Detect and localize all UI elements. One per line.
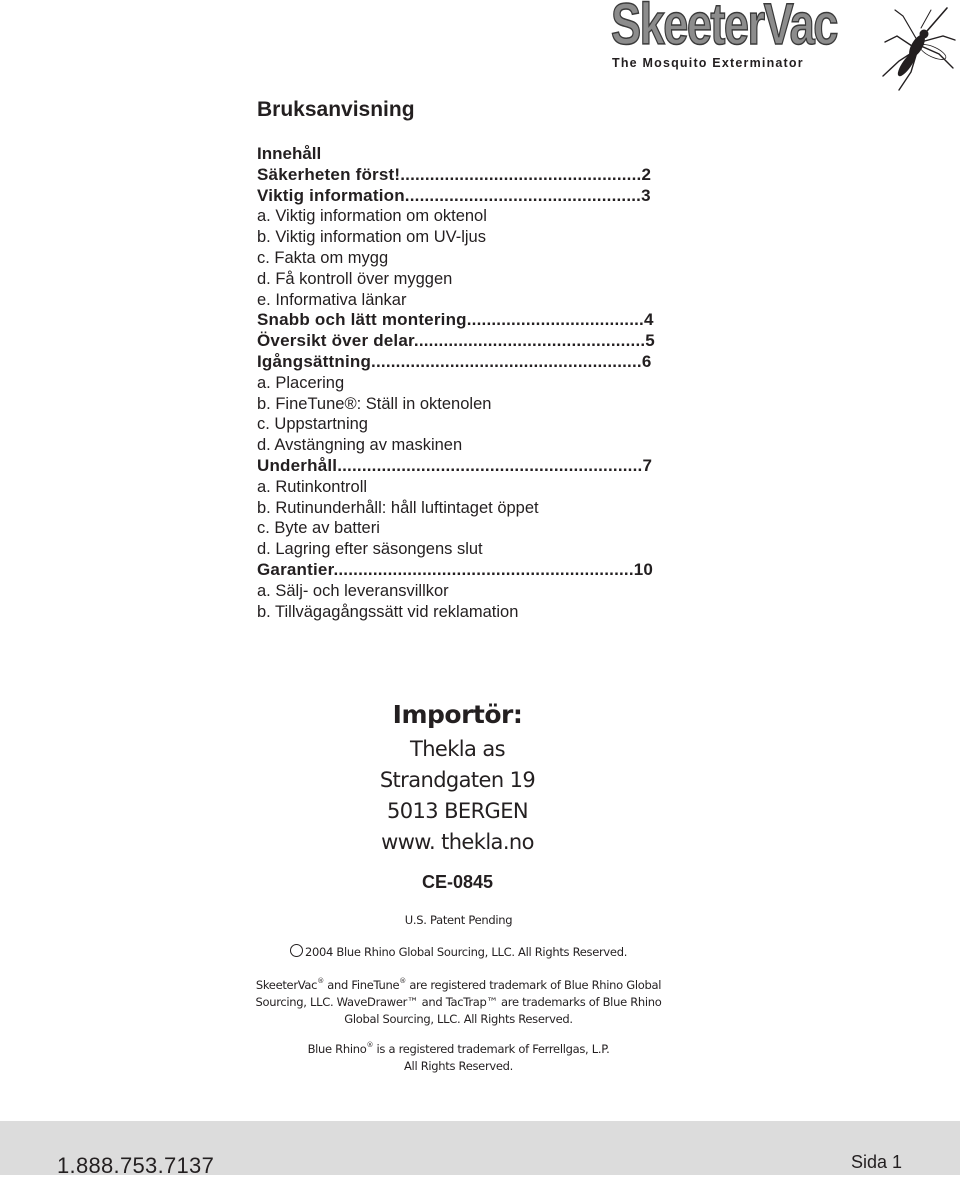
- toc-entry-text: Snabb och lätt montering: [257, 310, 467, 330]
- copyright-text: 2004 Blue Rhino Global Sourcing, LLC. All Rights Reserved.: [304, 945, 628, 959]
- toc-section: [257, 560, 677, 581]
- toc-leader-dots: ...............................................: [413, 331, 646, 351]
- toc-entry-text: b. FineTune®: Ställ in oktenolen: [257, 394, 492, 413]
- toc-page-number: 5: [645, 331, 655, 351]
- ce-mark: CE-0845: [421, 872, 494, 892]
- toc-subsection: [257, 206, 677, 227]
- br-name: Blue Rhino: [307, 1042, 367, 1056]
- toc-subsection: [257, 435, 677, 456]
- toc-page-number: 7: [642, 455, 653, 475]
- page-number: Sida 1: [850, 1152, 902, 1172]
- importer-city: 5013 BERGEN: [386, 799, 529, 823]
- br-line2: All Rights Reserved.: [403, 1059, 514, 1073]
- toc-section: [257, 352, 677, 373]
- toc-entry-text: a. Sälj- och leveransvillkor: [257, 581, 449, 600]
- reg-mark: ®: [317, 977, 324, 985]
- toc-subsection: [257, 581, 677, 602]
- toc-entry-text: Översikt över delar: [257, 331, 414, 351]
- toc-page-number: 10: [633, 559, 654, 579]
- copyright-icon: [290, 944, 303, 957]
- toc-subsection: [257, 477, 677, 498]
- toc-entry-text: b. Viktig information om UV-ljus: [257, 228, 486, 247]
- document-title: Bruksanvisning: [257, 98, 415, 121]
- toc-section: [257, 310, 677, 331]
- toc-subsection: [257, 227, 677, 248]
- tm-and: and: [327, 978, 349, 992]
- patent-notice: U.S. Patent Pending: [404, 913, 513, 927]
- toc-section: [257, 331, 677, 352]
- tm-finetune: FineTune: [351, 978, 400, 992]
- table-of-contents: [257, 144, 677, 622]
- toc-entry-text: e. Informativa länkar: [257, 290, 407, 309]
- toc-subsection: [257, 602, 677, 623]
- toc-subsection: [257, 414, 677, 435]
- toc-leader-dots: .............................................................: [333, 559, 634, 579]
- toc-subsection: [257, 498, 677, 519]
- toc-leader-dots: ..............................................................: [337, 455, 643, 475]
- toc-subsection: [257, 518, 677, 539]
- toc-section: [257, 186, 677, 207]
- toc-entry-text: c. Fakta om mygg: [257, 248, 389, 267]
- toc-section: [257, 456, 677, 477]
- toc-entry-text: Säkerheten först!: [257, 164, 401, 184]
- toc-entry-text: c. Uppstartning: [257, 415, 368, 434]
- tm-line3: Global Sourcing, LLC. All Rights Reserved.: [344, 1012, 573, 1026]
- toc-entry-text: b. Tillvägagångssätt vid reklamation: [257, 602, 519, 621]
- brand-logo: [607, 2, 957, 92]
- legal-notice: [0, 912, 917, 1075]
- toc-entry-text: b. Rutinunderhåll: håll luftintaget öppet: [257, 498, 539, 517]
- toc-subsection: [257, 269, 677, 290]
- tm-skeetervac: SkeeterVac: [255, 978, 318, 992]
- toc-entry-text: a. Placering: [257, 373, 345, 392]
- toc-subsection: [257, 248, 677, 269]
- toc-entry-text: a. Rutinkontroll: [257, 477, 368, 496]
- tm-line1-rest: are registered trademark of Blue Rhino Global: [409, 978, 662, 992]
- reg-mark: ®: [399, 977, 406, 985]
- toc-leader-dots: ....................................: [466, 310, 644, 330]
- toc-entry-text: Igångsättning: [257, 351, 372, 371]
- toc-leader-dots: .......................................................: [371, 351, 642, 371]
- toc-list: [257, 165, 677, 623]
- toc-entry-text: Underhåll: [257, 455, 338, 475]
- toc-page-number: 2: [641, 164, 652, 184]
- toc-entry-text: Garantier: [257, 559, 334, 579]
- toc-entry-text: d. Lagring efter säsongens slut: [257, 540, 483, 559]
- br-rest: is a registered trademark of Ferrellgas, L.P.: [376, 1042, 610, 1056]
- phone-number: 1.888.753.7137: [57, 1153, 215, 1178]
- reg-mark: ®: [366, 1041, 374, 1049]
- toc-entry-text: c. Byte av batteri: [257, 519, 380, 538]
- importer-company: Thekla as: [409, 737, 505, 761]
- importer-street: Strandgaten 19: [379, 768, 536, 792]
- toc-page-number: 6: [641, 351, 652, 371]
- toc-entry-text: Viktig information: [257, 185, 405, 205]
- importer-block: [0, 696, 915, 902]
- toc-subsection: [257, 290, 677, 311]
- toc-subsection: [257, 539, 677, 560]
- toc-page-number: 3: [641, 185, 651, 205]
- toc-subsection: [257, 394, 677, 415]
- blue-rhino-notice: [0, 1037, 917, 1075]
- importer-website: www. thekla.no: [381, 830, 534, 854]
- toc-leader-dots: ................................................: [404, 185, 642, 205]
- mosquito-icon: [877, 6, 957, 92]
- toc-subsection: [257, 373, 677, 394]
- importer-title: Importör:: [392, 700, 523, 729]
- toc-section: [257, 165, 677, 186]
- brand-tagline: The Mosquito Exterminator: [612, 56, 804, 70]
- trademark-notice: [0, 973, 917, 1028]
- toc-page-number: 4: [643, 310, 654, 330]
- toc-entry-text: d. Avstängning av maskinen: [257, 436, 463, 455]
- tm-line2: Sourcing, LLC. WaveDrawer™ and TacTrap™ are trademarks of Blue Rhino: [255, 995, 662, 1009]
- toc-heading: Innehåll: [257, 144, 322, 163]
- page-footer: [0, 1121, 960, 1178]
- brand-name: SkeeterVac: [611, 0, 837, 57]
- toc-entry-text: a. Viktig information om oktenol: [257, 207, 487, 226]
- copyright-notice: [0, 944, 917, 961]
- toc-entry-text: d. Få kontroll över myggen: [257, 269, 453, 288]
- toc-leader-dots: .................................................: [400, 164, 642, 184]
